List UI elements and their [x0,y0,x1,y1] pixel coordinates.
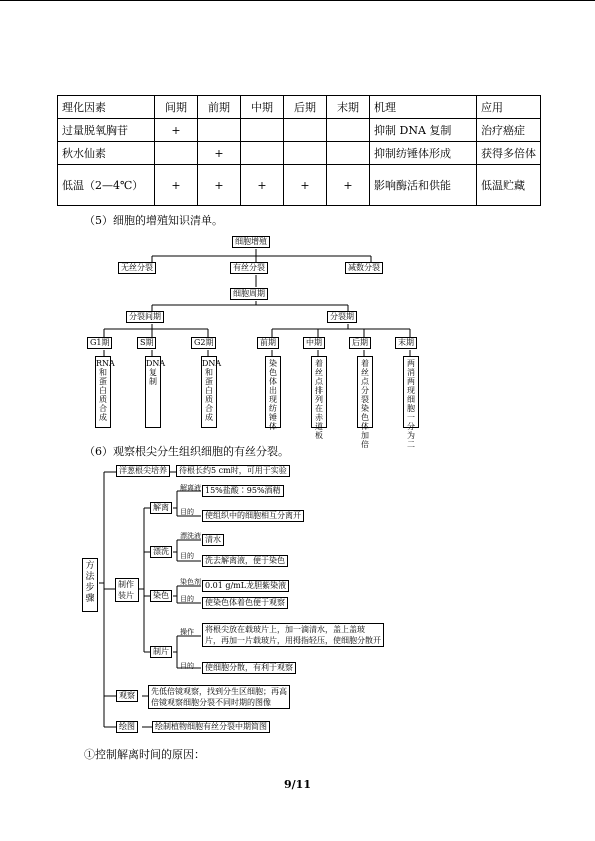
observe-desc-line: 倍镜观察细胞分裂不同时期的图像 [151,698,271,707]
meiosis-box: 减数分裂 [345,262,383,274]
table-cell: 低温贮藏 [477,165,541,206]
table-cell: + [198,142,241,165]
phase-box-s: S期 [137,337,156,349]
desc-telophase: 两消两现细胞一分为二 [403,356,419,428]
stain-purpose-label: 目的 [180,595,194,603]
stain-agent-label: 染色剂 [180,578,201,586]
observe-box: 观察 [116,690,138,702]
stain-purpose: 使染色体着色便于观察 [202,597,288,609]
table-header: 后期 [284,96,327,119]
table-cell: + [284,165,327,206]
table-cell: 抑制 DNA 复制 [370,119,477,142]
rinse-purpose: 洗去解离液，便于染色 [202,555,288,567]
control-reason-text: ①控制解离时间的原因： [84,748,205,761]
phase-box-telophase: 末期 [395,337,417,349]
dissociation-agent: 15%盐酸∶95%酒精 [202,485,284,497]
dissociation-purpose-label: 目的 [180,508,194,516]
desc-s: DNA复制 [145,356,161,428]
table-header: 应用 [477,96,541,119]
root-culture-box: 洋葱根尖培养 [116,465,170,477]
desc-anaphase: 着丝点分裂染色体加倍 [357,356,373,428]
interphase-box: 分裂间期 [126,311,164,323]
rinse-agent: 清水 [202,534,224,546]
cell-cycle-box: 细胞周期 [230,288,268,300]
observe-desc-line: 先低倍镜观察，找到分生区细胞；再高 [151,687,287,696]
mount-op-line: 片，再加一片载玻片，用拇指轻压，使细胞分散开 [205,636,381,645]
mount-op-line: 将根尖放在载玻片上，加一滴清水，盖上盖玻 [205,625,365,634]
observe-desc [148,685,290,709]
section5-title: （5）细胞的增殖知识清单。 [84,214,223,227]
phase-box-prophase: 前期 [257,337,279,349]
mount-purpose-label: 目的 [180,662,194,670]
table-cell: + [327,165,370,206]
table-cell: 过量脱氧胸苷 [58,119,155,142]
mount-box: 制片 [150,646,172,658]
desc-metaphase: 着丝点排列在赤道板 [311,356,327,428]
mount-op-label: 操作 [180,628,194,636]
table-header: 间期 [155,96,198,119]
page-number: 9/11 [284,778,311,791]
stain-box: 染色 [150,590,172,602]
draw-box: 绘图 [116,721,138,733]
method-box: 方法步骤 [82,558,98,612]
mitosis-box: 有丝分裂 [230,262,268,274]
table-cell: 秋水仙素 [58,142,155,165]
table-header: 前期 [198,96,241,119]
desc-g2: DNA和蛋白质合成 [201,356,217,428]
mphase-box: 分裂期 [327,311,357,323]
table-cell: 抑制纺锤体形成 [370,142,477,165]
stain-agent: 0.01 g/mL龙胆紫染液 [202,580,289,592]
dissociation-box: 解离 [150,502,172,514]
table-cell: 获得多倍体 [477,142,541,165]
dissociation-agent-label: 解离液 [180,484,201,492]
table-cell: 治疗癌症 [477,119,541,142]
phase-box-metaphase: 中期 [303,337,325,349]
table-cell: 低温（2—4℃） [58,165,155,206]
rinse-box: 漂洗 [150,546,172,558]
section6-title: （6）观察根尖分生组织细胞的有丝分裂。 [84,445,289,458]
table-cell: + [198,165,241,206]
phase-box-anaphase: 后期 [349,337,371,349]
table-cell: + [155,165,198,206]
table-header: 中期 [241,96,284,119]
phase-box-g2: G2期 [191,337,216,349]
draw-desc: 绘制植物细胞有丝分裂中期简图 [152,721,270,733]
table-header: 末期 [327,96,370,119]
table-cell: + [155,119,198,142]
table-header: 理化因素 [58,96,155,119]
table-cell: + [241,165,284,206]
root-box: 细胞增殖 [232,236,270,248]
mount-op [202,623,384,647]
making-box: 制作装片 [115,578,139,602]
dissociation-purpose: 使组织中的细胞相互分离开 [202,510,304,522]
phase-box-g1: G1期 [87,337,112,349]
root-culture-desc: 待根长约5 cm时，可用于实验 [176,465,290,477]
amitosis-box: 无丝分裂 [118,262,156,274]
desc-prophase: 染色体出现纺锤体 [265,356,281,428]
mount-purpose: 使细胞分散，有利于观察 [202,662,296,674]
desc-g1: RNA和蛋白质合成 [95,356,111,428]
rinse-purpose-label: 目的 [180,552,194,560]
table-header: 机理 [370,96,477,119]
rinse-agent-label: 漂洗液 [180,532,201,540]
table-cell: 影响酶活和供能 [370,165,477,206]
